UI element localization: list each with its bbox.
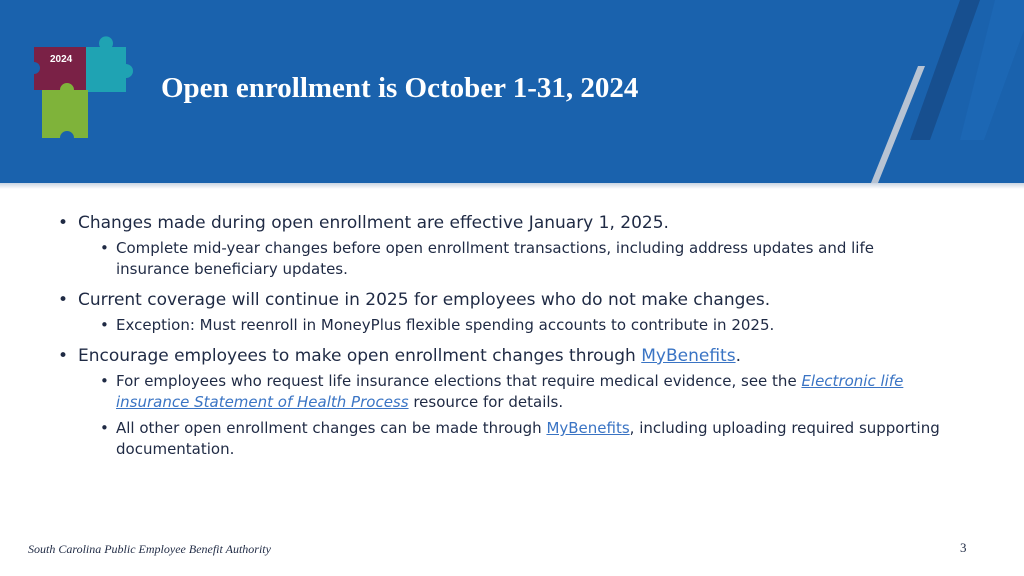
bullet-list bbox=[58, 212, 948, 465]
puzzle-piece-teal bbox=[86, 36, 133, 92]
statement-of-health-link[interactable]: Electronic life insurance Statement of Health Process bbox=[116, 372, 904, 411]
sub-bullet-other-changes: • All other open enrollment changes can be made through MyBenefits, including uploading required supporting documentation. bbox=[96, 418, 948, 460]
sub-bullet-mid-year-changes: • Complete mid-year changes before open enrollment transactions, including address updates and life insurance beneficiary updates. bbox=[96, 238, 948, 280]
bullet-encourage-mybenefits: • Encourage employees to make open enrollment changes through MyBenefits. bbox=[58, 345, 948, 367]
puzzle-logo bbox=[28, 30, 143, 152]
sub-bullet-moneyplus-exception: • Exception: Must reenroll in MoneyPlus flexible spending accounts to contribute in 2025. bbox=[96, 315, 948, 336]
banner-shadow bbox=[0, 183, 1024, 189]
puzzle-badge-year: 2024 bbox=[50, 54, 73, 65]
mybenefits-link[interactable]: MyBenefits bbox=[641, 346, 736, 366]
bullet-current-coverage: • Current coverage will continue in 2025 for employees who do not make changes. bbox=[58, 289, 948, 311]
mybenefits-link-2[interactable]: MyBenefits bbox=[546, 419, 630, 437]
footer-organization: South Carolina Public Employee Benefit Authority bbox=[28, 542, 271, 556]
bullet-effective-date: • Changes made during open enrollment are effective January 1, 2025. bbox=[58, 212, 948, 234]
puzzle-piece-green bbox=[42, 83, 88, 138]
page-number: 3 bbox=[960, 540, 967, 555]
page-title: Open enrollment is October 1-31, 2024 bbox=[161, 72, 639, 104]
sub-bullet-life-insurance: • For employees who request life insurance elections that require medical evidence, see the Electronic life insurance Statement of Health Process resource for details. bbox=[96, 371, 948, 413]
header-banner bbox=[0, 0, 1024, 183]
